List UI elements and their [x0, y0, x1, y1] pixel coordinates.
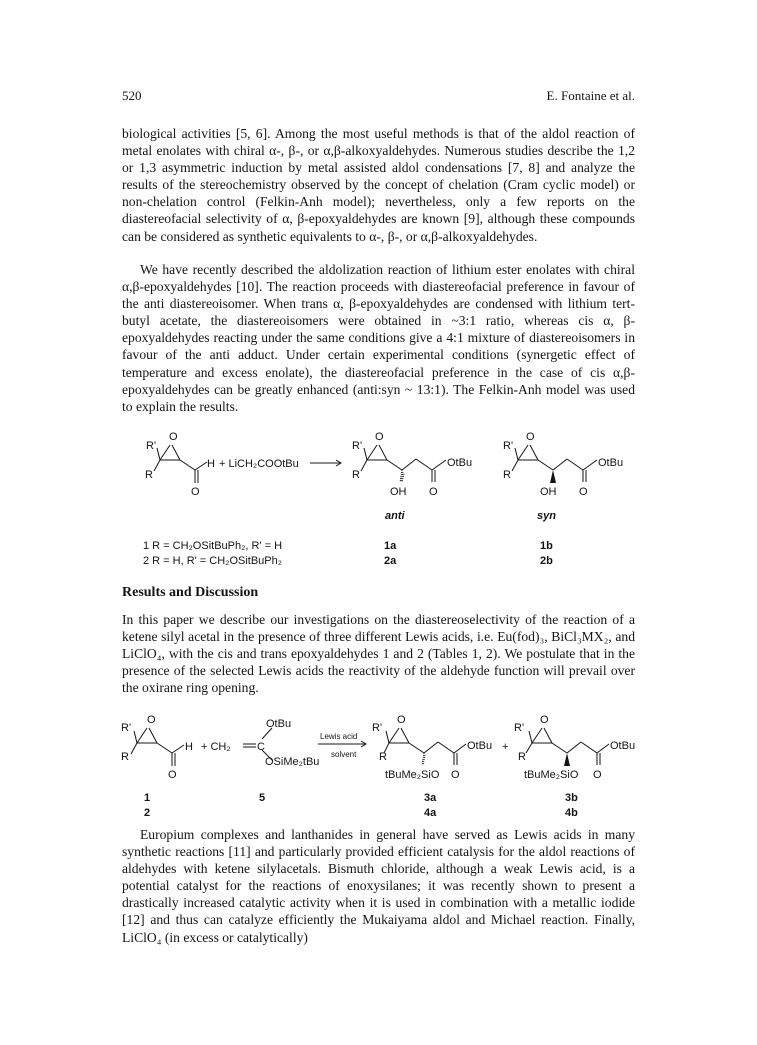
s1-def2: 2 R = H, R' = CH₂OSitBuPh₂: [143, 555, 283, 567]
s2-b-otbu: OtBu: [610, 740, 636, 752]
s1-syn-otbu: OtBu: [598, 457, 624, 469]
s1-syn-o: O: [526, 431, 535, 443]
s1-syn-rprime: R': [503, 440, 514, 452]
s2-a-otbu: OtBu: [467, 740, 493, 752]
s1-anti-r: R: [352, 469, 360, 481]
page-number: 520: [122, 88, 142, 103]
s2-n2: 2: [144, 807, 151, 819]
s2-c: C: [257, 741, 265, 753]
paragraph-3: In this paper we describe our investigations on the diastereoselectivity of the reaction of a ketene silyl acetal in the presence of three different Lewis acids, i.e. Eu(fod)₃, BiCl₃MX₂, and LiClO₄, with the cis and trans epoxyaldehydes 1 and 2 (Tables 1, 2). We postulate that in the presence of the selected Lewis acids the reactivity of the aldehyde function will prevail over the oxirane ring opening.: [122, 612, 635, 696]
s2-a-rprime: R': [372, 722, 383, 734]
s1-syn-r: R: [503, 469, 511, 481]
s2-otbu-reagent: OtBu: [266, 718, 292, 730]
s2-b-co: O: [593, 769, 602, 781]
s1-anti-rprime: R': [352, 440, 363, 452]
s1-c2b: 2b: [540, 555, 553, 567]
s2-c3b: 3b: [565, 792, 578, 804]
s1-o-cho: O: [191, 486, 200, 498]
s2-n1: 1: [144, 792, 151, 804]
s2-osi: OSiMe₂tBu: [265, 756, 320, 768]
s1-r: R: [145, 469, 153, 481]
s2-a-o: O: [397, 714, 406, 726]
s2-a-co: O: [451, 769, 460, 781]
s1-o-epox: O: [169, 431, 178, 443]
s1-rprime: R': [146, 440, 157, 452]
s1-anti-co: O: [429, 486, 438, 498]
s1-syn-label: syn: [537, 510, 556, 522]
s1-c2a: 2a: [384, 555, 397, 567]
s1-reagent: + LiCH₂COOtBu: [219, 458, 299, 470]
s2-c4b: 4b: [565, 807, 578, 819]
s2-plus: +: [502, 741, 509, 753]
s1-anti-o: O: [375, 431, 384, 443]
s1-anti-oh: OH: [390, 486, 407, 498]
s2-n5: 5: [259, 792, 266, 804]
s1-h: H: [207, 458, 215, 470]
s1-anti-label: anti: [385, 510, 405, 522]
s2-b-rprime: R': [514, 722, 525, 734]
s2-c3a: 3a: [424, 792, 437, 804]
s1-anti-otbu: OtBu: [447, 457, 473, 469]
running-author: E. Fontaine et al.: [546, 88, 635, 103]
s1-syn-oh: OH: [540, 486, 557, 498]
s2-solvent: solvent: [331, 750, 357, 759]
s2-o-epox: O: [147, 714, 156, 726]
s2-b-o: O: [540, 714, 549, 726]
section-heading: Results and Discussion: [122, 585, 259, 600]
s2-r: R: [121, 751, 129, 763]
s1-c1a: 1a: [384, 540, 397, 552]
s1-syn-co: O: [579, 486, 588, 498]
paragraph-2: We have recently described the aldolization reaction of lithium ester enolates with chiral α,β-epoxyaldehydes [10]. The reaction proceeds with diastereofacial preference in favour of the anti diastereoisomer. When trans α, β-epoxyaldehydes are condensed with lithium tert-butyl acetate, the diastereoisomers were obtained in ~3:1 ratio, whereas cis α, β-epoxyaldehydes reacting under the same conditions give a 4:1 mixture of diastereoisomers in favour of the anti adduct. Under certain experimental conditions (synergetic effect of temperature and excess enolate), the diastereofacial preference in the case of cis α,β-epoxyaldehydes can be greatly enhanced (anti:syn ~ 13:1). The Felkin-Anh model was used to explain the results.: [122, 262, 635, 414]
s2-plus-ch2: + CH₂: [201, 741, 231, 753]
s2-rprime: R': [121, 722, 132, 734]
s2-c4a: 4a: [424, 807, 437, 819]
s1-c1b: 1b: [540, 540, 553, 552]
s2-o-cho: O: [168, 769, 177, 781]
s2-a-osi: tBuMe₂SiO: [385, 769, 440, 781]
paragraph-4: Europium complexes and lanthanides in general have served as Lewis acids in many synthetic reactions [11] and particularly provided efficient catalysis for the aldol reactions of aldehydes with ketene silylacetals. Bismuth chloride, although a weak Lewis acid, is a potential catalyst for the reactions of enoxysilanes; it was recently shown to present a drastically increased catalytic activity when it is used in combination with a metallic iodide [12] and thus can catalyze efficiently the Mukaiyama aldol and Michael reaction. Finally, LiClO₄ (in excess or catalytically): [122, 827, 635, 945]
s2-lewis-acid: Lewis acid: [320, 732, 358, 741]
s2-a-r: R: [379, 751, 387, 763]
s2-h: H: [185, 741, 193, 753]
s2-b-osi: tBuMe₂SiO: [524, 769, 579, 781]
s1-def1: 1 R = CH₂OSitBuPh₂, R' = H: [143, 540, 283, 552]
paragraph-1: biological activities [5, 6]. Among the most useful methods is that of the aldol reaction of metal enolates with chiral α-, β-, or α,β-alkoxyaldehydes. Numerous studies describe the 1,2 or 1,3 asymmetric induction by metal assisted aldol condensations [7, 8] and analyze the results of the stereochemistry observed by the concept of chelation (Cram cyclic model) or non-chelation control (Felkin-Anh model); nevertheless, only a few reports on the diastereofacial selectivity of α, β-epoxyaldehydes are known [9], although these compounds can be considered as synthetic equivalents to α-, β-, or α,β-alkoxyaldehydes.: [122, 126, 635, 244]
s2-b-r: R: [518, 751, 526, 763]
